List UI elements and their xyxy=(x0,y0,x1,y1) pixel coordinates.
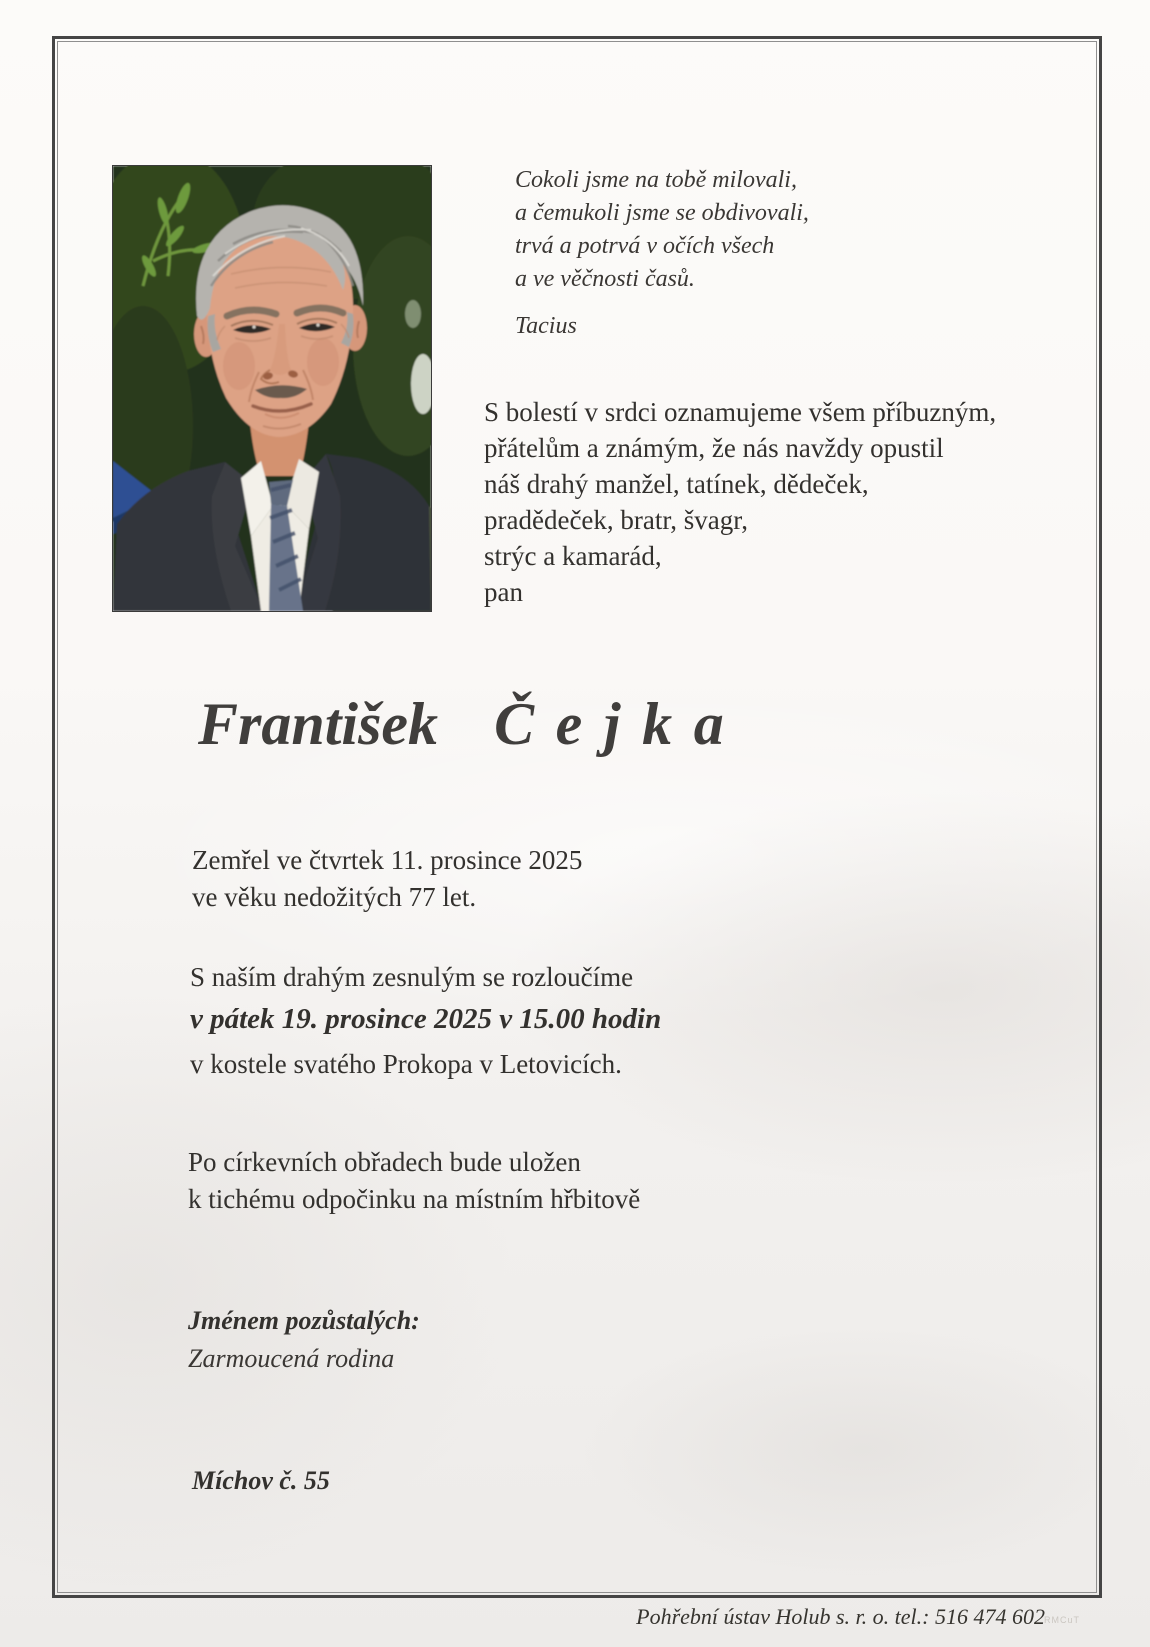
deceased-name xyxy=(198,690,745,759)
quote-attribution: Tacius xyxy=(515,313,577,339)
portrait-illustration xyxy=(113,166,431,611)
address-line: Míchov č. 55 xyxy=(192,1466,330,1495)
text-line: a čemukoli jsme se obdivovali, xyxy=(515,200,809,226)
deceased-last-name: Čejka xyxy=(494,691,746,757)
farewell-datetime: v pátek 19. prosince 2025 v 15.00 hodin xyxy=(190,1003,662,1035)
family-heading: Jménem pozůstalých: xyxy=(188,1306,420,1335)
text-line: pradědeček, bratr, švagr, xyxy=(484,505,748,535)
burial-info xyxy=(188,1144,640,1218)
announcement-text xyxy=(484,394,996,610)
memorial-quote xyxy=(515,164,809,296)
funeral-home-footer: Pohřební ústav Holub s. r. o. tel.: 516 474 602 xyxy=(636,1604,1045,1629)
farewell-place: v kostele svatého Prokopa v Letovicích. xyxy=(190,1049,622,1079)
family-signature: Zarmoucená rodina xyxy=(188,1344,395,1373)
text-line: přátelům a známým, že nás navždy opustil xyxy=(484,433,944,463)
text-line: Zemřel ve čtvrtek 11. prosince 2025 xyxy=(192,845,583,875)
text-line: Po církevních obřadech bude uložen xyxy=(188,1147,581,1177)
death-info xyxy=(192,842,582,916)
farewell-intro: S naším drahým zesnulým se rozloučíme xyxy=(190,962,634,992)
text-line: ve věku nedožitých 77 let. xyxy=(192,882,477,912)
text-line: a ve věčnosti časů. xyxy=(515,266,695,292)
scan-watermark: RMCuT xyxy=(1044,1615,1080,1625)
text-line: trvá a potrvá v očích všech xyxy=(515,233,775,259)
text-line: k tichému odpočinku na místním hřbitově xyxy=(188,1184,641,1214)
text-line: náš drahý manžel, tatínek, dědeček, xyxy=(484,469,869,499)
text-line: strýc a kamarád, xyxy=(484,541,662,571)
portrait-photo xyxy=(112,165,432,612)
text-line: pan xyxy=(484,577,523,607)
text-line: Cokoli jsme na tobě milovali, xyxy=(515,167,797,193)
deceased-first-name: František xyxy=(198,691,439,757)
text-line: S bolestí v srdci oznamujeme všem příbuzným, xyxy=(484,397,997,427)
